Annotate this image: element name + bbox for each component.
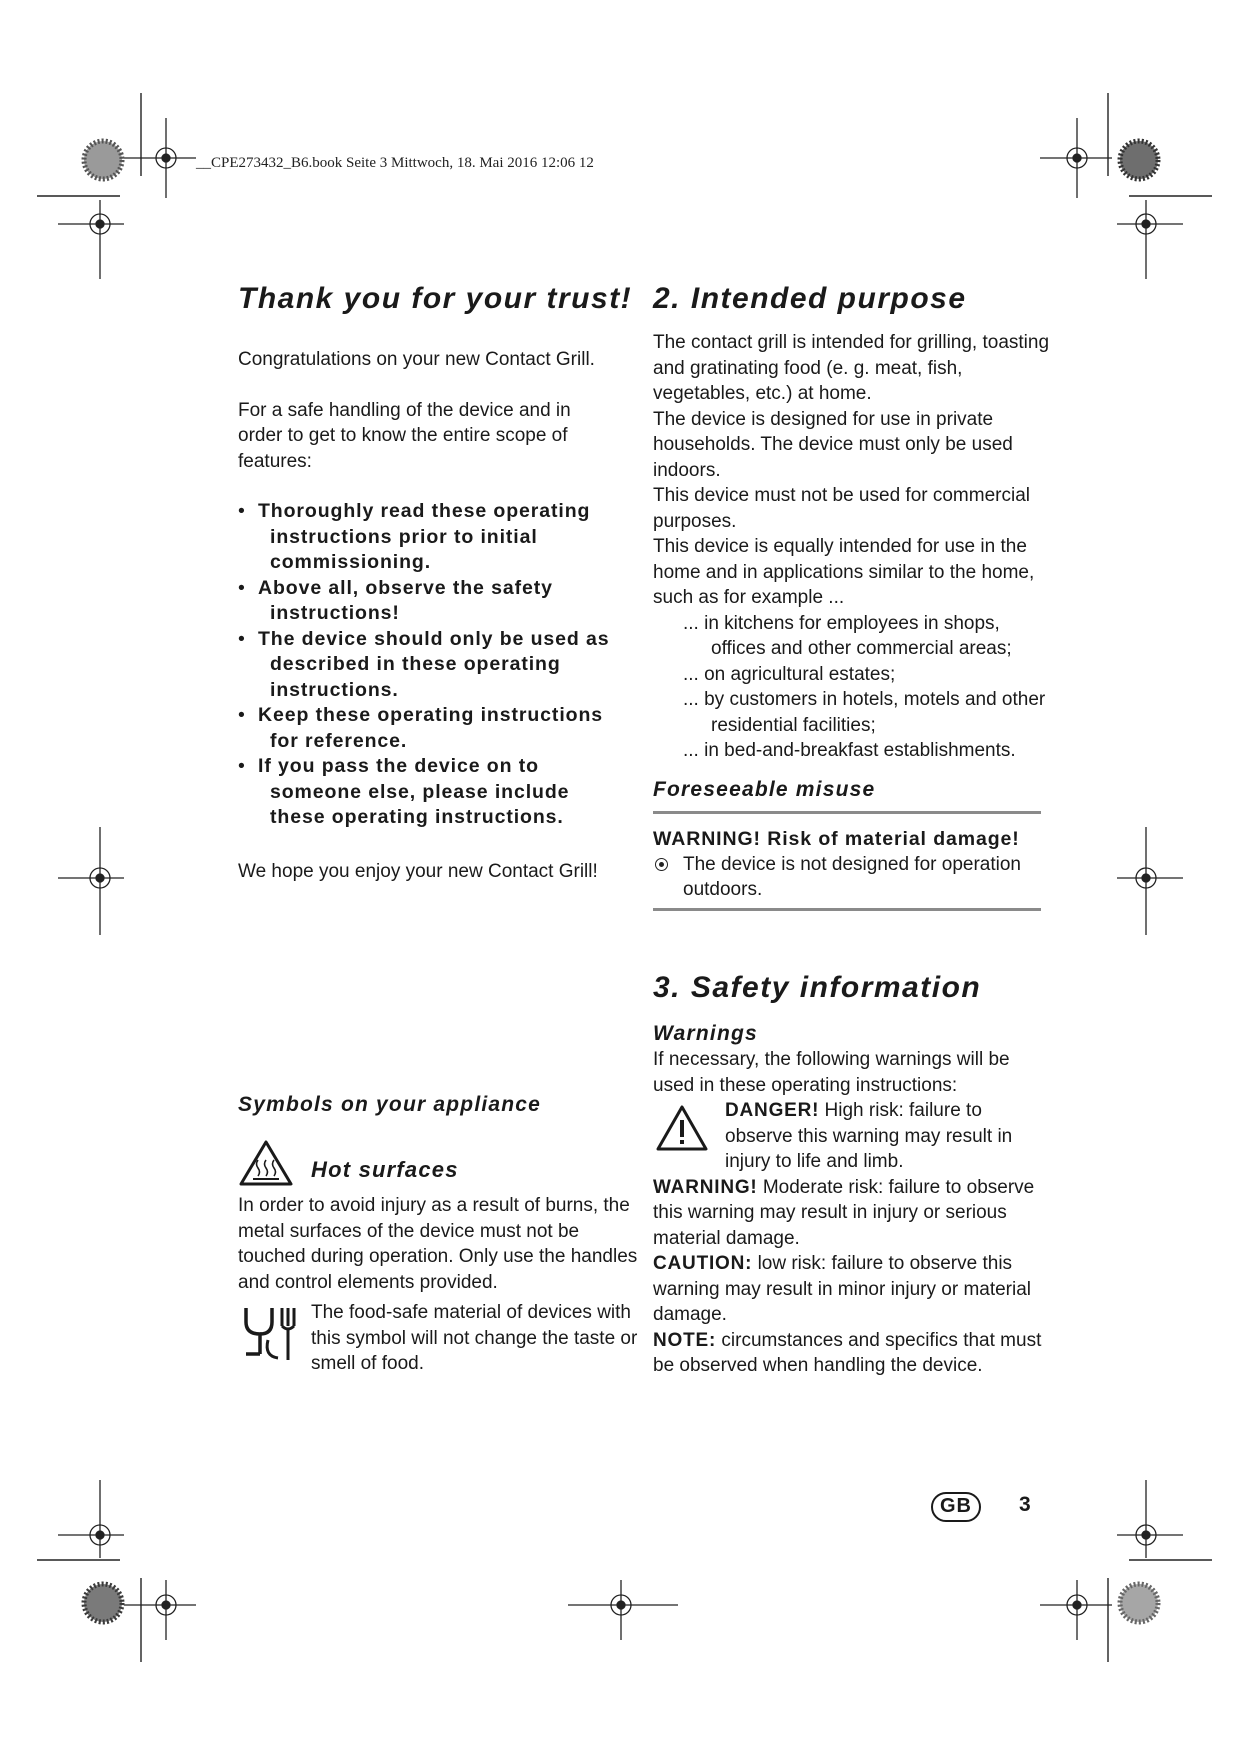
caution-label: CAUTION: — [653, 1253, 753, 1274]
list-item: ... in kitchens for employees in shops, offices and other commercial areas; — [683, 612, 1012, 659]
misuse-warning-box — [653, 811, 1041, 911]
instruction-bullets — [238, 499, 638, 831]
list-item: ... by customers in hotels, motels and other residential facilities; — [683, 689, 1046, 736]
warnings-heading: Warnings — [653, 1022, 758, 1045]
list-item: • If you pass the device on to someone else, please include these operating instructions. — [238, 754, 638, 831]
closing-line: We hope you enjoy your new Contact Grill! — [238, 860, 598, 882]
misuse-warning-title: WARNING! Risk of material damage! — [653, 827, 1020, 850]
purpose-paragraph: The contact grill is intended for grilling, toasting and gratinating food (e. g. meat, fish, vegetables, etc.) at home. — [653, 332, 1050, 404]
list-item: • The device should only be used as described in these operating instructions. — [238, 627, 638, 704]
crosshair-icon — [124, 1580, 196, 1640]
danger-row — [653, 1098, 1053, 1175]
list-item: • Keep these operating instructions for reference. — [238, 703, 638, 754]
purpose-paragraph: This device is equally intended for use in the home and in applications similar to the home, such as for example ... — [653, 536, 1035, 608]
danger-text: High risk: failure to observe this warning may result in injury to life and limb. — [725, 1100, 1013, 1172]
color-wheel-icon — [84, 1584, 122, 1622]
intro-safe-handling: For a safe handling of the device and in order to get to know the entire scope of features: — [238, 399, 571, 472]
warnings-intro: If necessary, the following warnings will be used in these operating instructions: — [653, 1049, 1010, 1096]
color-wheel-icon — [84, 141, 122, 179]
crosshair-icon — [1040, 1580, 1112, 1640]
warning-triangle-icon — [655, 1104, 709, 1152]
list-item: ... on agricultural estates; — [683, 663, 896, 685]
country-badge: GB — [931, 1492, 981, 1522]
section-3-title: 3. Safety information — [653, 971, 982, 1004]
purpose-paragraph: This device must not be used for commercial purposes. — [653, 485, 1030, 532]
crosshair-icon — [1117, 827, 1183, 935]
section-2-title: 2. Intended purpose — [653, 282, 967, 315]
warning-label: WARNING! — [653, 1176, 758, 1198]
intro-congrats: Congratulations on your new Contact Grill. — [238, 349, 595, 370]
symbols-section — [238, 1093, 638, 1377]
hot-surfaces-text: In order to avoid injury as a result of burns, the metal surfaces of the device must not be touched during operation. Only use the handles and control elements provided. — [238, 1195, 638, 1293]
symbols-heading: Symbols on your appliance — [238, 1093, 542, 1116]
thank-you-title: Thank you for your trust! — [238, 282, 633, 315]
color-wheel-icon — [1120, 141, 1158, 179]
print-file-header: __CPE273432_B6.book Seite 3 Mittwoch, 18. Mai 2016 12:06 12 — [196, 155, 594, 171]
caution-text: low risk: failure to observe this warning may result in minor injury or material damage. — [653, 1253, 1032, 1325]
similar-uses-list — [653, 611, 1053, 764]
purpose-paragraph: The device is designed for use in private households. The device must only be used indoors. — [653, 408, 1013, 481]
list-item: • Thoroughly read these operating instructions prior to initial commissioning. — [238, 499, 638, 576]
crosshair-icon — [58, 1480, 124, 1558]
color-wheel-icon — [1120, 1584, 1158, 1622]
crosshair-icon — [1117, 1480, 1183, 1558]
note-text: circumstances and specifics that must be observed when handling the device. — [653, 1329, 1042, 1376]
list-item: ... in bed-and-breakfast establishments. — [683, 740, 1016, 761]
hot-surfaces-row — [238, 1139, 638, 1189]
foreseeable-misuse-heading: Foreseeable misuse — [653, 777, 876, 801]
right-column — [653, 282, 1053, 911]
left-column — [238, 282, 638, 884]
page-number: 3 — [1019, 1493, 1031, 1516]
crosshair-icon — [58, 827, 124, 935]
warning-text: Moderate risk: failure to observe this warning may result in injury or serious material damage. — [653, 1176, 1035, 1249]
hot-surface-icon — [238, 1139, 294, 1187]
crosshair-icon — [124, 118, 196, 198]
crosshair-icon — [1040, 118, 1112, 198]
crosshair-icon — [1117, 200, 1183, 279]
list-item: • Above all, observe the safety instructions! — [238, 576, 638, 627]
circle-bullet-icon — [655, 858, 668, 871]
crosshair-icon — [58, 200, 124, 279]
safety-section — [653, 971, 1053, 1379]
misuse-warning-item — [653, 852, 1041, 902]
note-label: NOTE: — [653, 1329, 717, 1351]
food-safe-icon — [242, 1304, 300, 1364]
food-safe-row — [238, 1300, 638, 1377]
danger-label: DANGER! — [725, 1100, 820, 1121]
food-safe-text: The food-safe material of devices with this symbol will not change the taste or smell of food. — [311, 1302, 638, 1374]
misuse-warning-text: The device is not designed for operation outdoors. — [683, 853, 1021, 900]
crosshair-icon — [568, 1580, 678, 1640]
hot-surfaces-heading: Hot surfaces — [311, 1157, 459, 1182]
